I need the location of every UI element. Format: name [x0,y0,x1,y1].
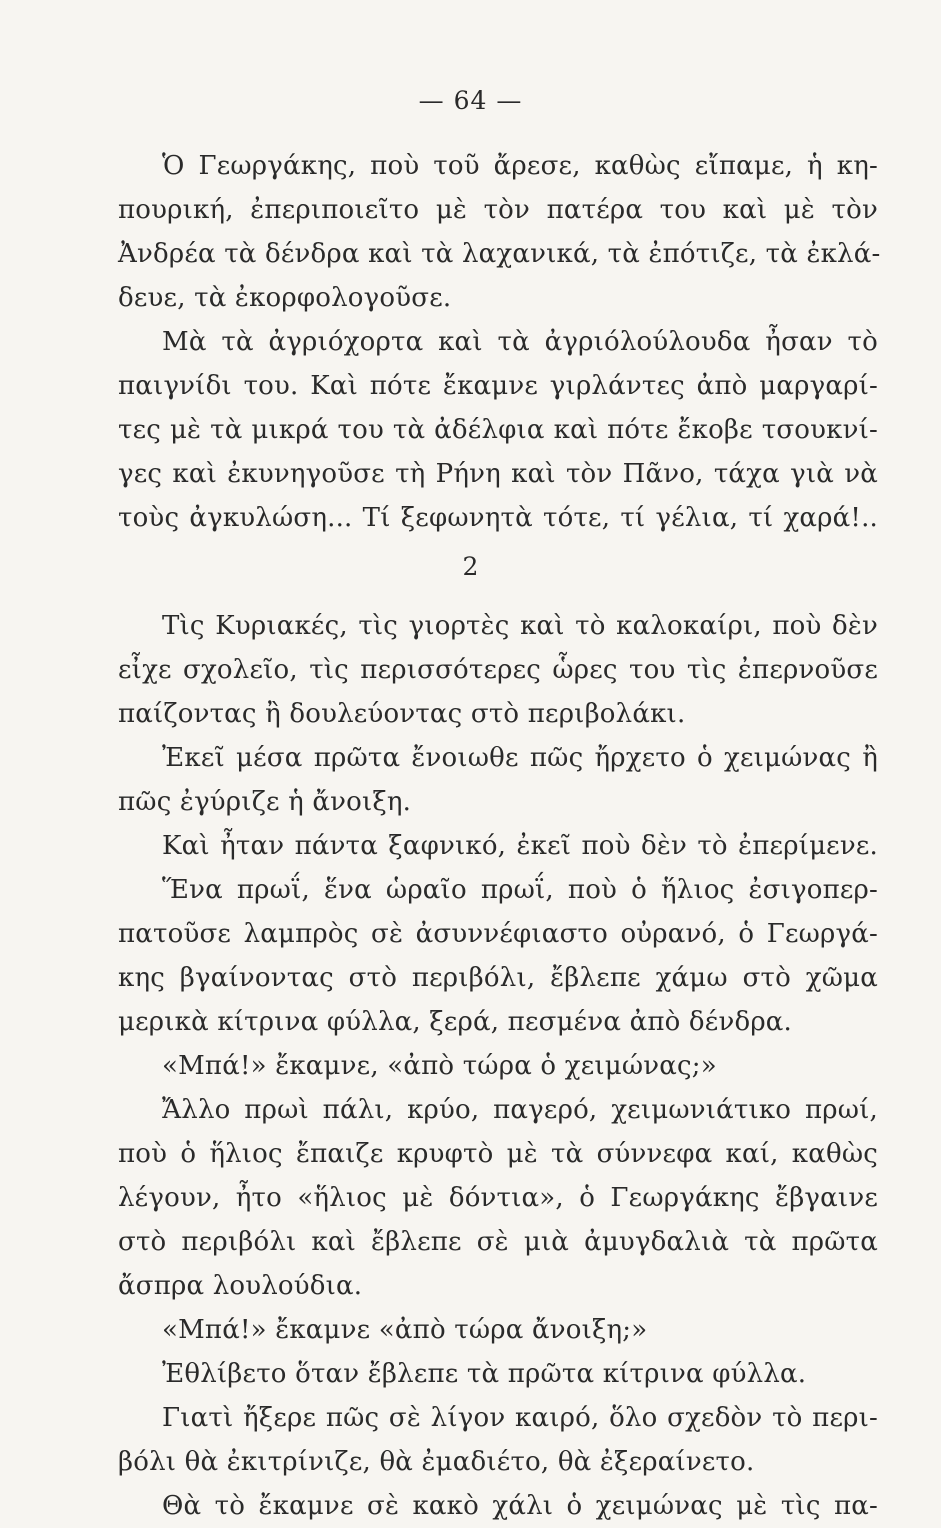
text-line-2: πουρική, ἐπεριποιεῖτο μὲ τὸν πατέρα του καὶ μὲ τὸν [118,195,878,225]
text-line-1: Ὁ Γεωργάκης, ποὺ τοῦ ἄρεσε, καθὼς εἴπαμε, ἡ κη- [162,151,878,181]
text-line-30: Θὰ τὸ ἔκαμνε σὲ κακὸ χάλι ὁ χειμώνας μὲ τὶς πα- [162,1491,878,1521]
text-line-23: λέγουν, ἦτο «ἥλιος μὲ δόντια», ὁ Γεωργάκης ἔβγαινε [118,1183,878,1213]
text-line-11: εἶχε σχολεῖο, τὶς περισσότερες ὧρες του τὶς ἐπερνοῦσε [118,655,878,685]
text-line-9: τοὺς ἀγκυλώση... Τί ξεφωνητὰ τότε, τί γέλια, τί χαρά!.. [118,503,878,533]
text-line-13: Ἐκεῖ μέσα πρῶτα ἔνοιωθε πῶς ἤρχετο ὁ χειμώνας ἢ [162,743,878,773]
text-line-20: «Μπά!» ἔκαμνε, «ἀπὸ τώρα ὁ χειμώνας;» [162,1051,717,1081]
text-line-14: πῶς ἐγύριζε ἡ ἄνοιξη. [118,787,412,817]
text-line-21: Ἄλλο πρωὶ πάλι, κρύο, παγερό, χειμωνιάτικο πρωί, [162,1095,878,1125]
text-line-19: μερικὰ κίτρινα φύλλα, ξερά, πεσμένα ἀπὸ δένδρα. [118,1007,793,1037]
text-line-12: παίζοντας ἢ δουλεύοντας στὸ περιβολάκι. [118,699,686,729]
text-line-5: Μὰ τὰ ἀγριόχορτα καὶ τὰ ἀγριόλούλουδα ἦσαν τὸ [162,327,878,357]
text-line-8: γες καὶ ἐκυνηγοῦσε τὴ Ρήνη καὶ τὸν Πᾶνο, τάχα γιὰ νὰ [118,459,878,489]
text-line-27: Ἐθλίβετο ὅταν ἔβλεπε τὰ πρῶτα κίτρινα φύλλα. [162,1359,807,1389]
text-line-7: τες μὲ τὰ μικρά του τὰ ἀδέλφια καὶ πότε ἔκοβε τσουκνί- [118,415,878,445]
text-line-3: Ἀνδρέα τὰ δένδρα καὶ τὰ λαχανικά, τὰ ἐπότιζε, τὰ ἐκλά- [118,239,881,269]
text-line-18: κης βγαίνοντας στὸ περιβόλι, ἔβλεπε χάμω στὸ χῶμα [118,963,878,993]
text-line-17: πατοῦσε λαμπρὸς σὲ ἀσυννέφιαστο οὐρανό, ὁ Γεωργά- [118,919,878,949]
text-line-26: «Μπά!» ἔκαμνε «ἀπὸ τώρα ἄνοιξη;» [162,1315,648,1345]
text-line-22: ποὺ ὁ ἥλιος ἔπαιζε κρυφτὸ μὲ τὰ σύννεφα καί, καθὼς [118,1139,878,1169]
page-number: — 64 — [418,86,523,115]
text-line-28: Γιατὶ ἤξερε πῶς σὲ λίγον καιρό, ὅλο σχεδὸν τὸ περι- [162,1403,878,1433]
text-line-16: Ἕνα πρωΐ, ἕνα ὡραῖο πρωΐ, ποὺ ὁ ἥλιος ἐσιγοπερ- [162,875,878,905]
text-line-25: ἄσπρα λουλούδια. [118,1271,363,1301]
text-line-10: Τὶς Κυριακές, τὶς γιορτὲς καὶ τὸ καλοκαίρι, ποὺ δὲν [162,611,878,641]
section-number: 2 [462,552,479,581]
text-line-29: βόλι θὰ ἐκιτρίνιζε, θὰ ἐμαδιέτο, θὰ ἐξεραίνετο. [118,1447,755,1477]
text-line-6: παιγνίδι του. Καὶ πότε ἔκαμνε γιρλάντες ἀπὸ μαργαρί- [118,371,878,401]
text-line-4: δευε, τὰ ἐκορφολογοῦσε. [118,283,452,313]
text-line-15: Καὶ ἦταν πάντα ξαφνικό, ἐκεῖ ποὺ δὲν τὸ ἐπερίμενε. [162,831,878,861]
text-line-24: στὸ περιβόλι καὶ ἔβλεπε σὲ μιὰ ἀμυγδαλιὰ τὰ πρῶτα [118,1227,878,1257]
